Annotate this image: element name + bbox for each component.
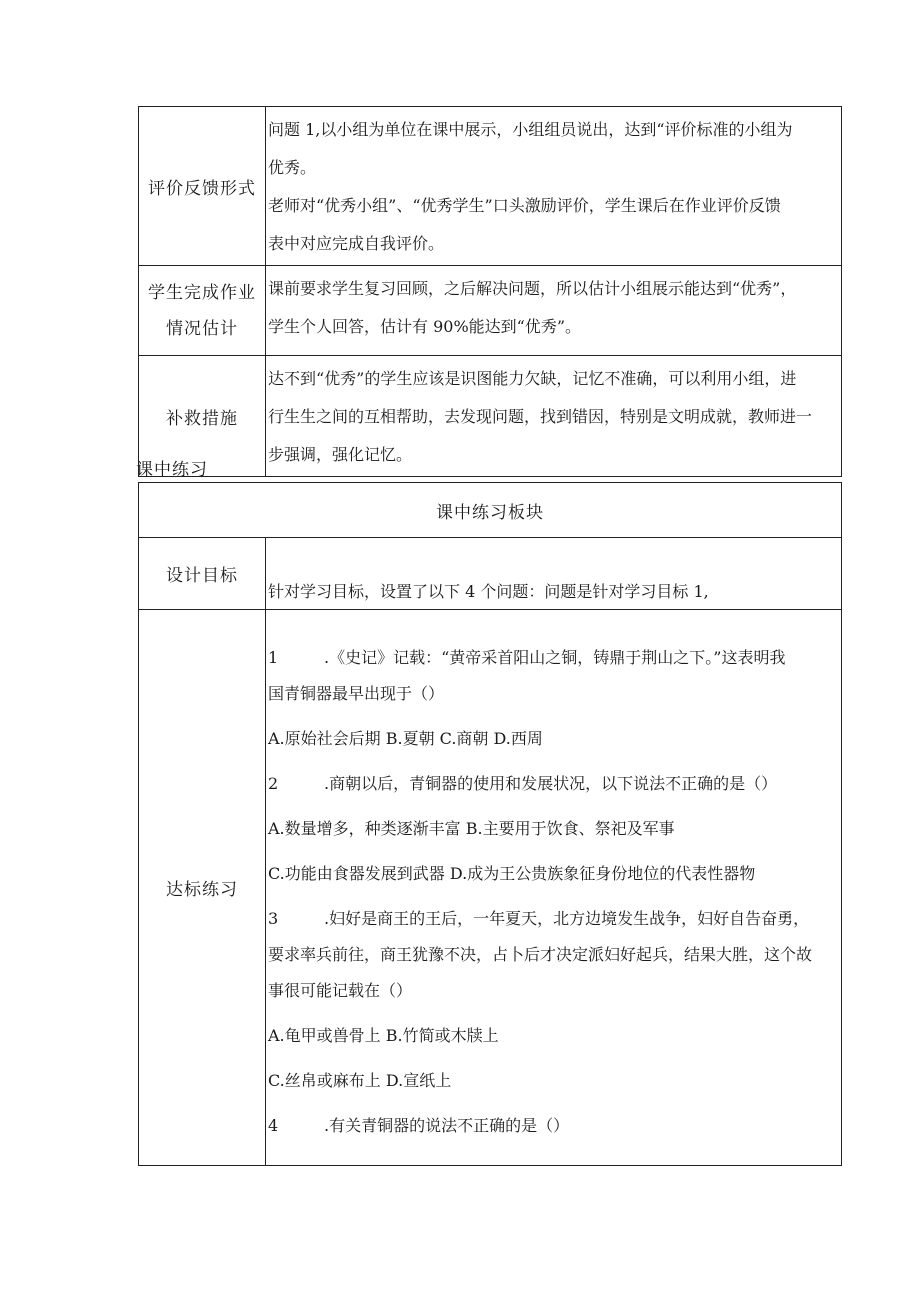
row-label-remedial-measures: 补救措施 — [139, 356, 266, 477]
practice-table — [138, 482, 842, 1166]
question-3-options: A.龟甲或兽骨上 B.竹简或木牍上 — [268, 1026, 499, 1045]
evaluation-table — [138, 106, 842, 477]
exercises-content: 1 .《史记》记载：“黄帝采首阳山之铜，铸鼎于荆山之下。”这表明我 国青铜器最早出现于（） A.原始社会后期 B.夏朝 C.商朝 D.西周 2 .商朝以后，青铜器的使用和发展状况，以下说法不正确的是（） A.数量增多，种类逐渐丰富 B.主要用于饮食、祭祀及军事 C.功能由食器发展到武器 D.成为王公贵族象征身份地位的代表性器物 3 .妇好是商王的王后，一年夏天，北方边境发生战争，妇好自告奋勇， 要求率兵前往，商王犹豫不决，占卜后才决定派妇好起兵，结果大胜，这个故 事很可能记载在（） A.龟甲或兽骨上 B.竹简或木牍上 C.丝帛或麻布上 D.宣纸上 4 .有关青铜器的说法不正确的是（） — [266, 610, 842, 1166]
row-label-design-goal: 设计目标 — [139, 538, 266, 610]
table-row — [139, 610, 842, 1166]
question-4: 4 .有关青铜器的说法不正确的是（） — [268, 1116, 570, 1135]
table-row — [139, 538, 842, 610]
table-row — [139, 107, 842, 266]
question-3: 3 .妇好是商王的王后，一年夏天，北方边境发生战争，妇好自告奋勇， — [268, 909, 810, 928]
remedial-measures-content: 达不到“优秀”的学生应该是识图能力欠缺，记忆不准确，可以利用小组，进 行生生之间的互相帮助，去发现问题，找到错因，特别是文明成就，教师进一 步强调，强化记忆。 — [266, 356, 842, 477]
row-label-exercises: 达标练习 — [139, 610, 266, 1166]
row-label-completion-estimate: 学生完成作业 情况估计 — [139, 266, 266, 356]
table-row — [139, 483, 842, 538]
practice-block-title: 课中练习板块 — [139, 483, 842, 538]
question-1: 1 .《史记》记载：“黄帝采首阳山之铜，铸鼎于荆山之下。”这表明我 — [268, 648, 786, 667]
question-2-options: A.数量增多，种类逐渐丰富 B.主要用于饮食、祭祀及军事 — [268, 819, 675, 838]
question-3-options: C.丝帛或麻布上 D.宣纸上 — [268, 1071, 452, 1090]
table-row — [139, 266, 842, 356]
question-2: 2 .商朝以后，青铜器的使用和发展状况，以下说法不正确的是（） — [268, 774, 778, 793]
design-goal-content: 针对学习目标，设置了以下 4 个问题：问题是针对学习目标 1, — [266, 538, 842, 610]
section-heading: 课中练习 — [136, 460, 208, 480]
table-row — [139, 356, 842, 477]
feedback-form-content: 问题 1,以小组为单位在课中展示，小组组员说出，达到“评价标准的小组为 优秀。 老师对“优秀小组”、“优秀学生”口头激励评价，学生课后在作业评价反馈 表中对应完成自我评价。 — [266, 107, 842, 266]
completion-estimate-content: 课前要求学生复习回顾，之后解决问题，所以估计小组展示能达到“优秀”， 学生个人回答，估计有 90%能达到“优秀”。 — [266, 266, 842, 356]
question-1-options: A.原始社会后期 B.夏朝 C.商朝 D.西周 — [268, 729, 543, 748]
row-label-feedback-form: 评价反馈形式 — [139, 107, 266, 266]
question-2-options: C.功能由食器发展到武器 D.成为王公贵族象征身份地位的代表性器物 — [268, 864, 756, 883]
